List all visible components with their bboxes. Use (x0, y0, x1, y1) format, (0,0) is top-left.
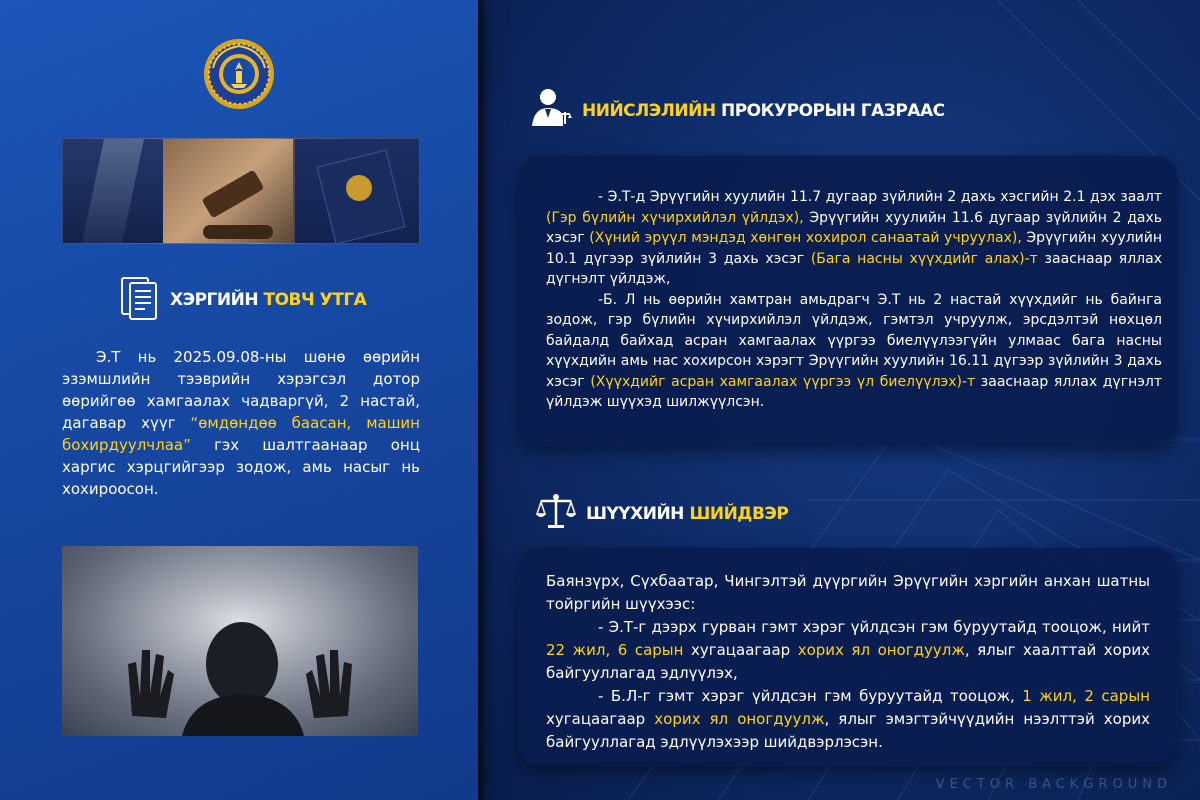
justice-banner-image (62, 138, 420, 244)
watermark-text: VECTOR BACKGROUND (935, 777, 1172, 792)
court-p1-b: хугацаагаар (683, 641, 798, 659)
court-p2-sentence: хорих ял оногдуулж (654, 710, 825, 728)
court-paragraph-1 (546, 616, 1150, 685)
case-summary-heading (120, 276, 366, 320)
prosecutor-card-text (546, 187, 1162, 413)
prosecutor-p1-c: Эрүүгийн хуулийн 10.1 дүгээр зүйлийн 3 дахь хэсэг (546, 230, 1163, 267)
prosecutor-p1-d: зааснаар яллах дүгнэлт үйлдэж, (546, 250, 1162, 287)
case-title-white: ХЭРГИЙН (170, 290, 259, 310)
prosecutor-paragraph-1 (546, 187, 1162, 290)
document-icon (120, 276, 160, 320)
court-title-yellow: ШИЙДВЭР (689, 504, 789, 524)
prosecutor-p1-b: Эрүүгийн хуулийн 11.6 дугаар зүйлийн 2 дахь хэсэг (546, 209, 1162, 246)
court-decision-text (546, 570, 1150, 754)
court-p2-b: хугацаагаар (546, 710, 655, 728)
prosecutor-p1-highlight-3: (Бага насны хүүхдийг алах)-т (810, 250, 1038, 267)
case-summary-text (62, 346, 420, 500)
court-paragraph-2 (546, 685, 1150, 754)
prosecutor-paragraph-2 (546, 290, 1162, 413)
case-text-part-1: Э.Т нь 2025.09.08-ны шөнө өөрийн эзэмшлийн тээврийн хэрэгсэл дотор өөрийгөө хамгаалах чадваргүй, 2 настай, дагавар хүүг (62, 348, 420, 432)
prosecutor-p1-highlight-1: (Гэр бүлийн хүчирхийлэл үйлдэх), (546, 209, 804, 226)
case-text-part-2: гэх шалтгаанаар онц харгис хэрцгийгээр зодож, амь насыг нь хохироосон. (62, 436, 420, 498)
prosecutor-p1-a: - Э.Т-д Эрүүгийн хуулийн 11.7 дугаар зүйлийн 2 дахь хэсгийн 2.1 дэх заалт (598, 189, 1162, 205)
court-decision-heading (536, 492, 788, 530)
prosecutor-p2-b: зааснаар яллах дүгнэлт үйлдэж шүүхэд шилжүүлсэн. (546, 373, 1163, 410)
court-title-white: ШҮҮХИЙН (586, 504, 684, 524)
prosecutor-emblem (203, 38, 275, 110)
court-intro: Баянзүрх, Сүхбаатар, Чингэлтэй дүүргийн Эрүүгийн хэргийн анхан шатны тойргийн шүүхээс: (546, 572, 1150, 613)
prosecutor-title-white: ПРОКУРОРЫН ГАЗРААС (720, 101, 945, 121)
prosecutor-person-icon (530, 86, 572, 128)
court-p1-term: 22 жил, 6 сарын (546, 641, 684, 659)
prosecutor-p1-highlight-2: (Хүний эрүүл мэндэд хөнгөн хохирол санаатай учруулах), (589, 230, 1022, 246)
case-title-yellow: ТОВЧ УТГА (263, 290, 367, 310)
child-silhouette-image (62, 546, 418, 736)
court-p1-sentence: хорих ял оногдуулж (797, 641, 965, 659)
child-silhouette (62, 546, 418, 736)
prosecutor-p2-a: -Б. Л нь өөрийн хамтран амьдрагч Э.Т нь 2 настай хүүхдийг нь байнга зодож, гэр бүлийн хүчирхийлэл үйлдэж, гэмтэл учруулж, эрсдэлтэй нөхцөл байдалд байхад асран хамгаалах үүргээ биелүүлээгүйн улмаас бага насны хүүхдийн амь нас хохирсон хэрэгт Эрүүгийн хуулийн 16.11 дүгээр зүйлийн 3 дахь хэсэг (546, 291, 1162, 390)
scales-of-justice-icon (536, 492, 576, 530)
court-p1-a: - Э.Т-г дээрх гурван гэмт хэрэг үйлдсэн гэм буруутайд тооцож, нийт (598, 618, 1150, 636)
case-quote: “өмдөндөө баасан, машин бохирдуулчлаа” (62, 414, 420, 454)
prosecutor-title-yellow: НИЙСЛЭЛИЙН (582, 101, 716, 121)
prosecutor-p2-highlight: (Хүүхдийг асран хамгаалах үүргээ үл биелүүлэх)-т (590, 373, 976, 390)
court-p2-term: 1 жил, 2 сарын (1022, 687, 1150, 705)
court-p2-a: - Б.Л-г гэмт хэрэг үйлдсэн гэм буруутайд тооцож, (598, 687, 1023, 705)
prosecutor-heading (530, 86, 945, 128)
court-p1-c: , ялыг хаалттай хорих байгууллагад эдлүүлэх, (546, 641, 1150, 682)
court-p2-c: , ялыг эмэгтэйчүүдийн нээлттэй хорих байгууллагад эдлүүлэхээр шийдвэрлэсэн. (546, 710, 1150, 751)
